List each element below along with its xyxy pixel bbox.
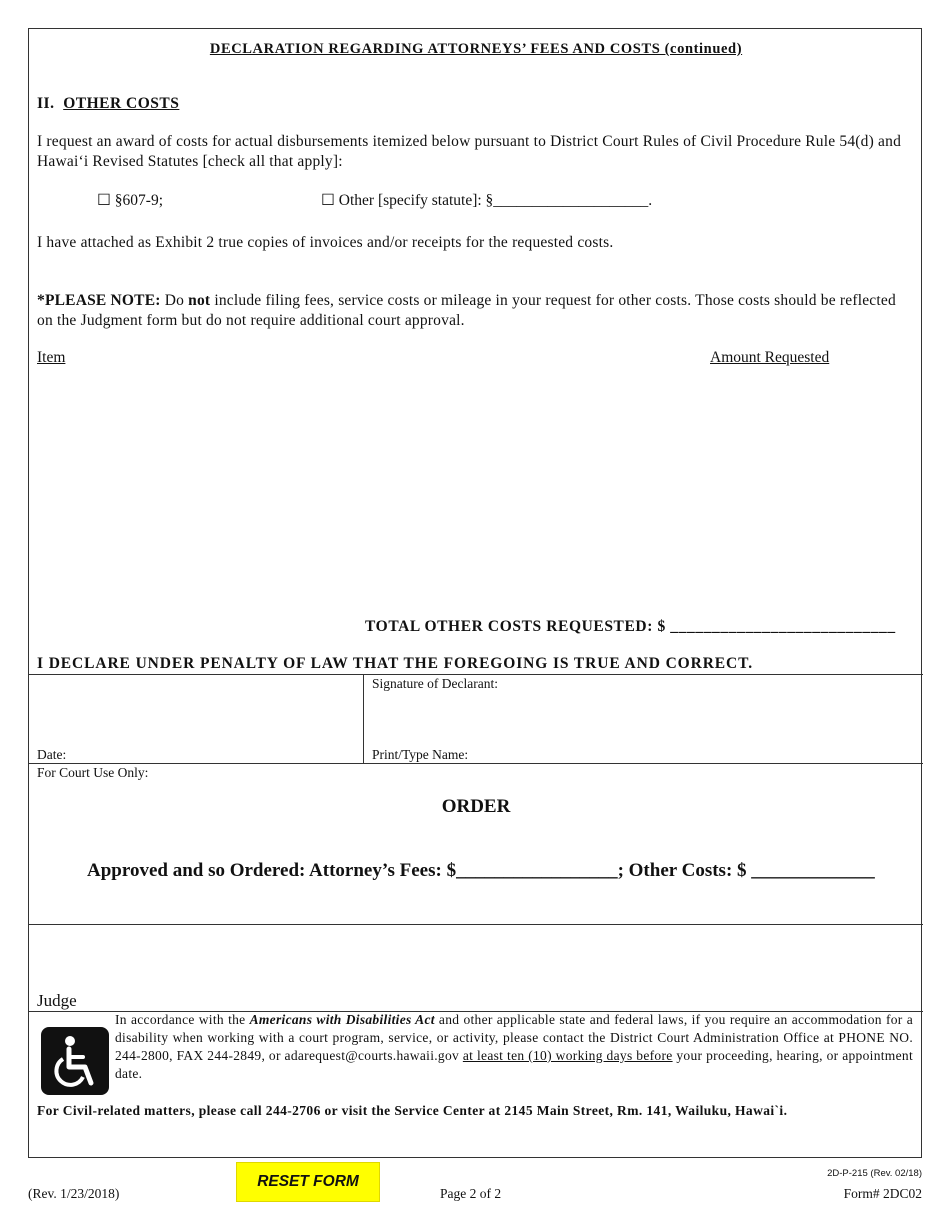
total-other-costs: TOTAL OTHER COSTS REQUESTED: $ ___________________________: [365, 618, 896, 635]
exhibit-paragraph: I have attached as Exhibit 2 true copies of invoices and/or receipts for the requested costs.: [37, 234, 614, 251]
ada-act-name: Americans with Disabilities Act: [249, 1012, 435, 1027]
ada-notice: In accordance with the Americans with Disabilities Act and other applicable state and federal laws, if you require an accommodation for a disability when working with a court program, service, or activity, please contact the District Court Administration Office at PHONE NO. 244-2800, FAX 244-2849, or adarequest@courts.hawaii.gov at least ten (10) working days before your proceeding, hearing, or appointment date.: [115, 1012, 913, 1081]
request-paragraph: I request an award of costs for actual disbursements itemized below pursuant to District Court Rules of Civil Procedure Rule 54(d) and Hawai‘i Revised Statutes [check all that apply]:: [37, 133, 902, 170]
divider: [29, 674, 923, 675]
form-page: [28, 28, 922, 1158]
note-emphasis: not: [188, 292, 211, 309]
approved-order-line: Approved and so Ordered: Attorney’s Fees: $_________________; Other Costs: $ _____________: [87, 860, 875, 881]
order-heading: ORDER: [441, 796, 511, 817]
civil-matters-note: For Civil-related matters, please call 244-2706 or visit the Service Center at 2145 Main Street, Rm. 141, Wailuku, Hawai`i.: [37, 1103, 788, 1118]
item-column-header: Item: [37, 349, 66, 366]
page-number: Page 2 of 2: [440, 1186, 502, 1201]
checkbox-other-statute-label: Other [specify statute]: §____________________.: [338, 192, 653, 209]
signature-label: Signature of Declarant:: [372, 676, 498, 691]
revision-date: (Rev. 1/23/2018): [28, 1186, 120, 1201]
please-note: *PLEASE NOTE: Do not include filing fees, service costs or mileage in your request for other costs. Those costs should be reflected on the Judgment form but do not require additional court approval.: [37, 292, 896, 329]
reset-form-button[interactable]: RESET FORM: [236, 1162, 380, 1202]
section-heading: [37, 95, 179, 113]
declaration-statement: I DECLARE UNDER PENALTY OF LAW THAT THE FOREGOING IS TRUE AND CORRECT.: [37, 655, 753, 672]
form-number: Form# 2DC02: [843, 1186, 922, 1201]
signature-field[interactable]: [372, 695, 912, 747]
divider: [29, 924, 923, 925]
attorney-fees-blank[interactable]: _________________: [456, 860, 618, 881]
amount-column-header: Amount Requested: [710, 349, 830, 366]
checkbox-other-statute[interactable]: [321, 191, 652, 210]
checkbox-icon: ☐: [97, 192, 111, 209]
section-title: OTHER COSTS: [63, 95, 180, 112]
checkbox-icon: ☐: [321, 192, 335, 209]
other-costs-blank[interactable]: _____________: [751, 860, 875, 881]
judge-label: Judge: [37, 991, 77, 1010]
divider: [29, 763, 923, 764]
divider: [363, 674, 364, 763]
ada-deadline: at least ten (10) working days before: [462, 1048, 673, 1063]
checkbox-607-9-label: §607-9;: [114, 192, 163, 209]
date-field[interactable]: [37, 695, 357, 747]
date-label: Date:: [37, 747, 67, 762]
section-number: II.: [37, 95, 55, 112]
wheelchair-accessibility-icon-graphic: [41, 1027, 109, 1095]
wheelchair-accessibility-icon: [41, 1027, 109, 1095]
court-use-label: For Court Use Only:: [37, 765, 149, 780]
form-title: DECLARATION REGARDING ATTORNEYS’ FEES AND COSTS (continued): [209, 41, 743, 57]
please-note-lead: *PLEASE NOTE:: [37, 292, 161, 309]
itemized-costs-area[interactable]: [37, 377, 907, 607]
checkbox-607-9[interactable]: [97, 191, 163, 210]
print-name-label: Print/Type Name:: [372, 747, 469, 762]
form-code: 2D-P-215 (Rev. 02/18): [827, 1168, 922, 1179]
